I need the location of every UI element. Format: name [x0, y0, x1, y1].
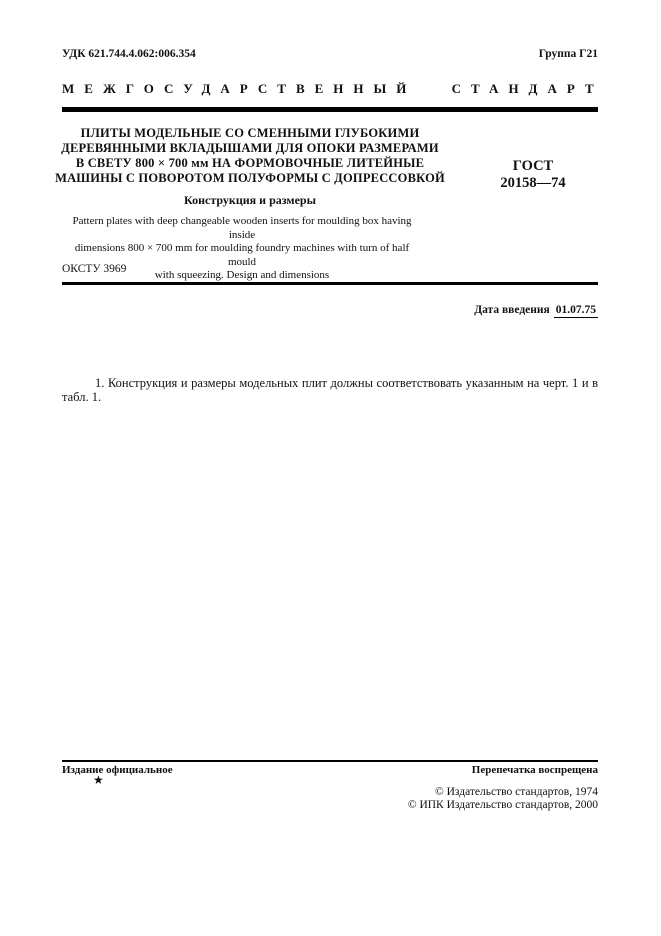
title-line: В СВЕТУ 800 × 700 мм НА ФОРМОВОЧНЫЕ ЛИТЕЙНЫЕ — [75, 156, 425, 170]
banner-divider-bar — [62, 107, 598, 112]
introduction-date-row — [62, 304, 598, 318]
gost-designation-number: 20158—74 — [500, 175, 566, 191]
gost-designation — [478, 158, 588, 192]
footer-row — [62, 764, 598, 776]
title-line: ПЛИТЫ МОДЕЛЬНЫЕ СО СМЕННЫМИ ГЛУБОКИМИ — [80, 126, 420, 140]
okstu-code: ОКСТУ 3969 — [62, 263, 127, 275]
group-code: Группа Г21 — [538, 48, 598, 60]
clause-1-paragraph: 1. Конструкция и размеры модельных плит должны соответствовать указанным на черт. 1 и в табл. 1. — [62, 376, 598, 404]
copyright-block — [62, 786, 598, 811]
footer-divider-rule — [62, 760, 598, 762]
introduction-date-label: Дата введения — [474, 304, 550, 316]
reprint-prohibited-label: Перепечатка воспрещена — [471, 764, 598, 776]
document-meta-row — [62, 48, 598, 60]
introduction-date-value: 01.07.75 — [555, 304, 596, 316]
standard-subtitle: Конструкция и размеры — [184, 193, 316, 207]
copyright-line: © Издательство стандартов, 1974 — [434, 786, 598, 798]
annotation-line: with squeezing. Design and dimensions — [154, 269, 330, 281]
title-line: ДЕРЕВЯННЫМИ ВКЛАДЫШАМИ ДЛЯ ОПОКИ РАЗМЕРАМИ — [61, 141, 439, 155]
udk-classifier: УДК 621.744.4.062:006.354 — [62, 48, 196, 60]
gost-designation-word: ГОСТ — [512, 158, 554, 174]
annotation-line: Pattern plates with deep changeable wooden inserts for moulding box having inside — [72, 215, 412, 241]
interstate-standard-banner: МЕЖГОСУДАРСТВЕННЫЙ СТАНДАРТ — [62, 81, 604, 96]
copyright-line: © ИПК Издательство стандартов, 2000 — [407, 798, 598, 811]
annotation-line: dimensions 800 × 700 mm for moulding foundry machines with turn of half mould — [74, 242, 410, 268]
section-divider-rule — [62, 282, 598, 285]
standard-title-block — [32, 126, 468, 208]
star-icon: ★ — [93, 773, 104, 787]
title-line: МАШИНЫ С ПОВОРОТОМ ПОЛУФОРМЫ С ДОПРЕССОВКОЙ — [55, 171, 445, 185]
official-edition-label: Издание официальное — [62, 764, 173, 776]
